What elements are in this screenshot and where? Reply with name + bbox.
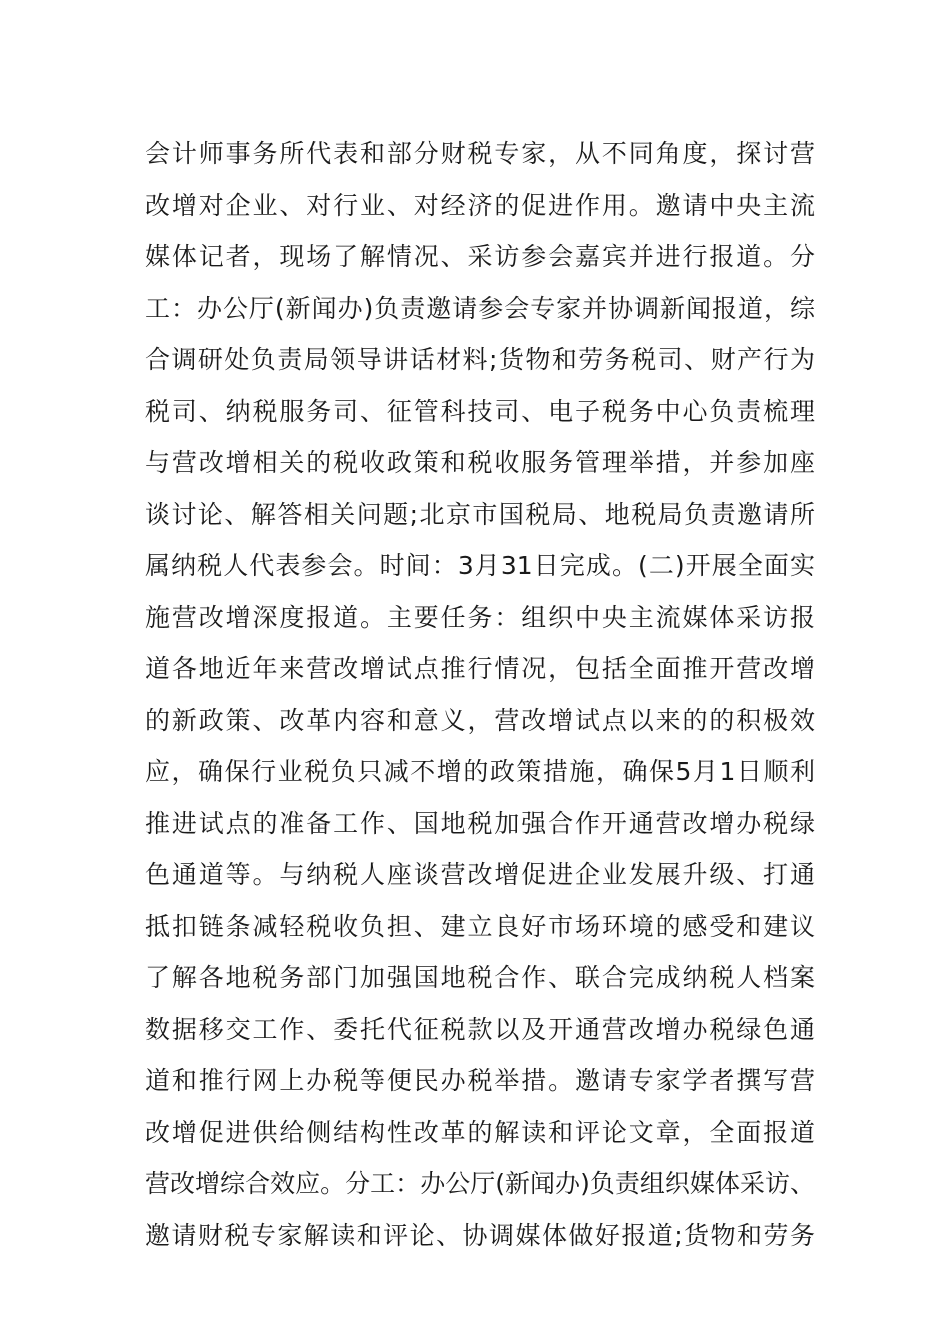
text-line: 媒体记者，现场了解情况、采访参会嘉宾并进行报道。分 — [145, 242, 815, 271]
text-line: 税司、纳税服务司、征管科技司、电子税务中心负责梳理 — [145, 396, 815, 426]
text-line: 抵扣链条减轻税收负担、建立良好市场环境的感受和建议 — [145, 911, 815, 941]
text-line: 属纳税人代表参会。时间：3月31日完成。(二)开展全面实 — [145, 551, 815, 580]
text-line: 改增促进供给侧结构性改革的解读和评论文章，全面报道 — [145, 1117, 815, 1147]
text-line: 合调研处负责局领导讲话材料;货物和劳务税司、财产行为 — [145, 345, 815, 374]
text-line: 了解各地税务部门加强国地税合作、联合完成纳税人档案 — [145, 963, 815, 992]
text-line: 数据移交工作、委托代征税款以及开通营改增办税绿色通 — [145, 1014, 815, 1044]
text-line: 道各地近年来营改增试点推行情况，包括全面推开营改增 — [145, 654, 815, 683]
text-line: 的新政策、改革内容和意义，营改增试点以来的的积极效 — [145, 705, 815, 735]
text-line: 与营改增相关的税收政策和税收服务管理举措，并参加座 — [145, 448, 815, 477]
text-line: 工：办公厅(新闻办)负责邀请参会专家并协调新闻报道，综 — [145, 293, 815, 323]
text-line: 应，确保行业税负只减不增的政策措施，确保5月1日顺利 — [145, 757, 815, 786]
text-line: 道和推行网上办税等便民办税举措。邀请专家学者撰写营 — [145, 1066, 815, 1095]
text-line: 色通道等。与纳税人座谈营改增促进企业发展升级、打通 — [145, 860, 815, 889]
text-line: 改增对企业、对行业、对经济的促进作用。邀请中央主流 — [145, 190, 815, 220]
text-line: 推进试点的准备工作、国地税加强合作开通营改增办税绿 — [145, 808, 815, 838]
text-line: 谈讨论、解答相关问题;北京市国税局、地税局负责邀请所 — [145, 499, 815, 529]
text-line: 施营改增深度报道。主要任务：组织中央主流媒体采访报 — [145, 602, 815, 632]
text-line: 邀请财税专家解读和评论、协调媒体做好报道;货物和劳务 — [145, 1220, 815, 1250]
body-text — [145, 128, 815, 1261]
text-line: 会计师事务所代表和部分财税专家，从不同角度，探讨营 — [145, 139, 815, 168]
text-line: 营改增综合效应。分工：办公厅(新闻办)负责组织媒体采访、 — [145, 1169, 815, 1198]
